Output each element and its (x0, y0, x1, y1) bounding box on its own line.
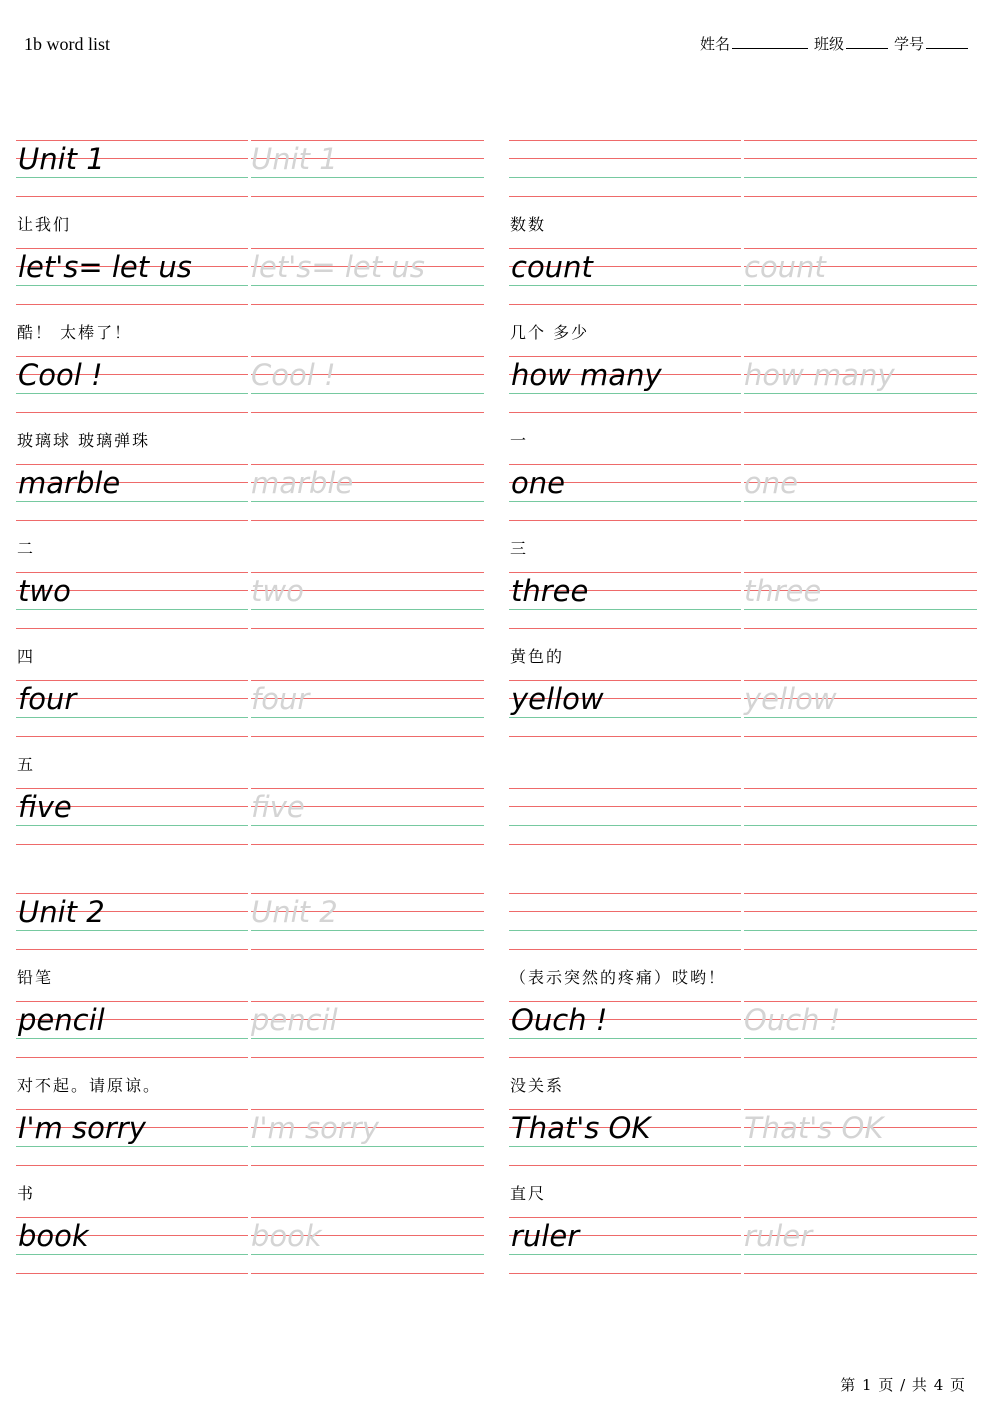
english-word: Ouch ! (511, 1003, 608, 1037)
student-number-blank[interactable] (926, 34, 968, 49)
english-word: Cool ! (18, 358, 103, 392)
english-word-trace[interactable]: two (251, 574, 304, 608)
class-label: 班级 (813, 35, 844, 53)
document-title: 1b word list (24, 34, 111, 54)
chinese-meaning: 四 (17, 647, 36, 666)
chinese-meaning: 五 (17, 755, 36, 774)
english-word-trace[interactable]: let's= let us (251, 250, 425, 284)
english-word: ruler (511, 1219, 580, 1253)
english-word: how many (511, 358, 662, 392)
unit-heading: Unit 1 (18, 142, 105, 176)
english-word: five (18, 790, 72, 824)
chinese-meaning: 三 (510, 539, 529, 558)
chinese-meaning: 铅笔 (17, 968, 54, 987)
english-word: count (511, 250, 593, 284)
english-word: marble (18, 466, 121, 500)
chinese-meaning: 书 (17, 1184, 36, 1203)
english-word: book (18, 1219, 89, 1253)
word-row (16, 1183, 484, 1317)
chinese-meaning: 数数 (510, 215, 547, 234)
name-label: 姓名 (699, 35, 730, 53)
class-blank[interactable] (846, 34, 888, 49)
unit-heading-trace[interactable]: Unit 1 (251, 142, 338, 176)
unit-heading-trace[interactable]: Unit 2 (251, 895, 338, 929)
english-word: one (511, 466, 565, 500)
chinese-meaning: 直尺 (510, 1184, 547, 1203)
english-word-trace[interactable]: ruler (744, 1219, 813, 1253)
english-word: let's= let us (18, 250, 192, 284)
chinese-meaning: 酷！ 太棒了！ (17, 323, 133, 342)
chinese-meaning: 对不起。请原谅。 (17, 1076, 162, 1095)
english-word-trace[interactable]: That's OK (744, 1111, 884, 1145)
english-word: two (18, 574, 71, 608)
chinese-meaning: 黄色的 (510, 647, 565, 666)
chinese-meaning: 几个 多少 (510, 323, 590, 342)
word-row (509, 1183, 977, 1317)
chinese-meaning: 二 (17, 539, 36, 558)
english-word-trace[interactable]: five (251, 790, 305, 824)
english-word-trace[interactable]: book (251, 1219, 322, 1253)
student-info (700, 33, 968, 54)
class-field (814, 33, 888, 54)
english-word-trace[interactable]: Cool ! (251, 358, 336, 392)
english-word-trace[interactable]: Ouch ! (744, 1003, 841, 1037)
page-footer: 第 1 页 / 共 4 页 (840, 1376, 966, 1394)
english-word-trace[interactable]: yellow (744, 682, 837, 716)
english-word-trace[interactable]: I'm sorry (251, 1111, 379, 1145)
english-word: That's OK (511, 1111, 651, 1145)
english-word-trace[interactable]: one (744, 466, 798, 500)
unit-heading: Unit 2 (18, 895, 105, 929)
english-word: four (18, 682, 77, 716)
english-word-trace[interactable]: count (744, 250, 826, 284)
chinese-meaning: 一 (510, 431, 529, 450)
english-word-trace[interactable]: pencil (251, 1003, 338, 1037)
english-word-trace[interactable]: how many (744, 358, 895, 392)
english-word: yellow (511, 682, 604, 716)
english-word: I'm sorry (18, 1111, 146, 1145)
name-blank[interactable] (732, 34, 808, 49)
chinese-meaning: （表示突然的疼痛）哎哟！ (510, 968, 727, 987)
chinese-meaning: 没关系 (510, 1076, 565, 1095)
student-number-field (894, 33, 968, 54)
english-word-trace[interactable]: four (251, 682, 310, 716)
chinese-meaning: 玻璃球 玻璃弹珠 (17, 431, 151, 450)
english-word-trace[interactable]: three (744, 574, 822, 608)
student-number-label: 学号 (893, 35, 924, 53)
chinese-meaning: 让我们 (17, 215, 72, 234)
name-field (700, 33, 808, 54)
english-word: pencil (18, 1003, 105, 1037)
english-word: three (511, 574, 589, 608)
english-word-trace[interactable]: marble (251, 466, 354, 500)
